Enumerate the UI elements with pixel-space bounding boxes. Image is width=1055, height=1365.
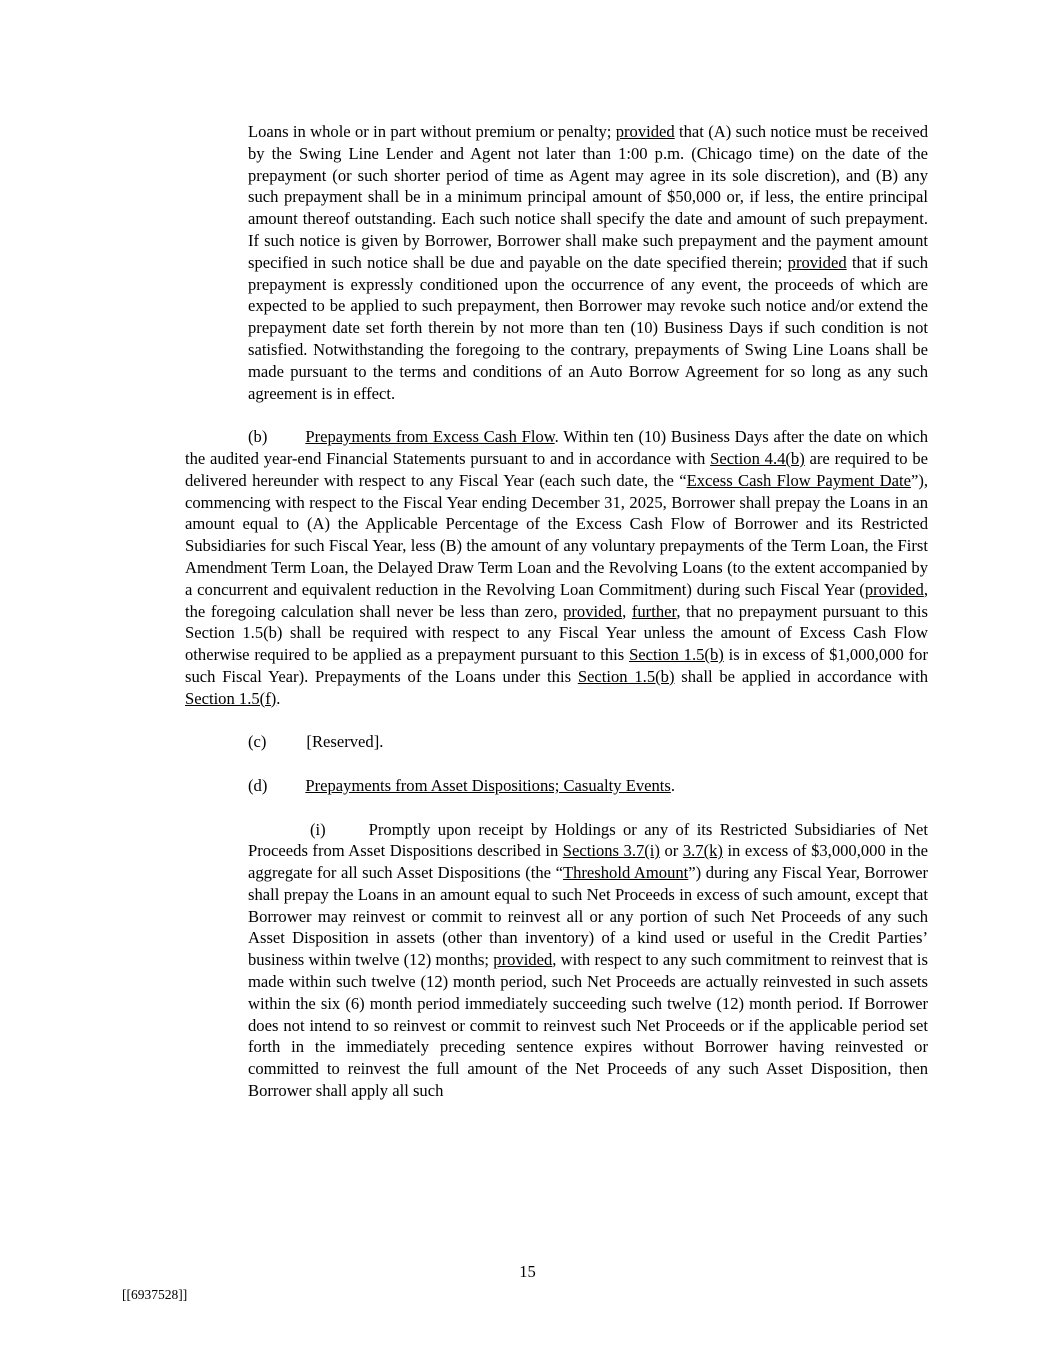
underlined-text-run: further <box>631 601 677 621</box>
document-body <box>185 121 928 1124</box>
tab-space <box>267 441 305 442</box>
paragraph-d-i-net-proceeds <box>248 819 928 1102</box>
text-run: . <box>670 775 676 795</box>
text-run: (i) <box>310 819 326 839</box>
underlined-text-run: provided <box>493 950 553 970</box>
underlined-text-run: Section 1.5(f) <box>185 688 277 708</box>
paragraph-swing-line-prepayment-continuation <box>248 121 928 404</box>
text-run: or <box>659 841 683 861</box>
tab-space <box>266 746 306 747</box>
text-run: Loans in whole or in part without premium or penalty; <box>248 122 616 141</box>
underlined-text-run: Section 1.5(b) <box>629 645 724 665</box>
underlined-text-run: Prepayments from Excess Cash Flow <box>305 427 555 447</box>
tab-space <box>326 834 369 835</box>
document-id-stamp: [[6937528]] <box>122 1287 188 1302</box>
text-run: . Within ten (10) Business Days after the date on which the audited year-end Financial Statements pursuant to and in accordance with <box>185 427 928 468</box>
text-run: is in excess of $1,000,000 for such Fiscal Year). Prepayments of the Loans under this <box>185 645 928 686</box>
underlined-text-run: provided <box>864 579 924 599</box>
underlined-text-run: provided <box>615 122 675 141</box>
text-run: that if such prepayment is expressly conditioned upon the occurrence of any event, the proceeds of which are expected to be applied to such prepayment, then Borrower may revoke such notice and/or extend the prepayment date set forth therein by not more than ten (10) Business Days if such condition is not satisfied. Notwithstanding the foregoing to the contrary, prepayments of Swing Line Loans shall be made pursuant to the terms and conditions of an Auto Borrow Agreement for so long as any such agreement is in effect. <box>248 252 928 403</box>
underlined-text-run: Sections 3.7(i) <box>562 841 660 861</box>
text-run: (c) <box>248 732 267 752</box>
text-run: in excess of $3,000,000 in the aggregate for all such Asset Dispositions (the “ <box>248 841 928 883</box>
text-run: ”) during any Fiscal Year, Borrower shall prepay the Loans in an amount equal to such Net Proceeds in excess of such amount, except that Borrower may reinvest or commit to reinvest all or any portion of such Net Proceeds of any such Asset Disposition in assets (other than inventory) of a kind used or useful in the Credit Parties’ business within twelve (12) months; <box>248 863 928 970</box>
text-run: ”), commencing with respect to the Fiscal Year ending December 31, 2025, Borrower shall prepay the Loans in an amount equal to (A) the Applicable Percentage of the Excess Cash Flow of Borrower and its Restricted Subsidiaries for such Fiscal Year, less (B) the amount of any voluntary prepayments of the Term Loan, the First Amendment Term Loan, the Delayed Draw Term Loan and the Revolving Loans (to the extent accompanied by a concurrent and equivalent reduction in the Revolving Loan Commitment) during such Fiscal Year ( <box>185 470 929 599</box>
page-number: 15 <box>519 1262 536 1281</box>
underlined-text-run: Prepayments from Asset Dispositions; Casualty Events <box>305 775 671 795</box>
underlined-text-run: 3.7(k) <box>682 841 723 861</box>
paragraph-d-prepayments-asset-dispositions <box>185 775 928 797</box>
text-run: Promptly upon receipt by Holdings or any of its Restricted Subsidiaries of Net Proceeds from Asset Dispositions described in <box>248 819 928 861</box>
text-run: , <box>622 601 632 621</box>
underlined-text-run: Section 4.4(b) <box>710 448 805 468</box>
underlined-text-run: Threshold Amount <box>562 863 689 883</box>
paragraph-b-prepayments-excess-cash-flow <box>185 426 928 709</box>
text-run: (b) <box>248 427 268 447</box>
paragraph-c-reserved <box>185 731 928 753</box>
text-run: shall be applied in accordance with <box>674 666 929 686</box>
text-run: , that no prepayment pursuant to this Section 1.5(b) shall be required with respect to any Fiscal Year unless the amount of Excess Cash Flow otherwise required to be applied as a prepayment pursuant to this <box>185 601 928 665</box>
text-run: (d) <box>248 775 268 795</box>
text-run: are required to be delivered hereunder with respect to any Fiscal Year (each such date, the “ <box>185 448 929 490</box>
underlined-text-run: provided <box>563 601 623 621</box>
text-run: [Reserved]. <box>306 732 384 752</box>
underlined-text-run: Section 1.5(b) <box>577 666 675 686</box>
underlined-text-run: Excess Cash Flow Payment Date <box>686 470 911 490</box>
tab-space <box>267 790 305 791</box>
text-run: that (A) such notice must be received by the Swing Line Lender and Agent not later than 1:00 p.m. (Chicago time) on the date of the prepayment (or such shorter period of time as Agent may agree in its sole discretion), and (B) any such prepayment shall be in a minimum principal amount of $50,000 or, if less, the entire principal amount thereof outstanding. Each such notice shall specify the date and amount of such prepayment. If such notice is given by Borrower, Borrower shall make such prepayment and the payment amount specified in such notice shall be due and payable on the date specified therein; <box>248 122 928 272</box>
text-run: , with respect to any such commitment to reinvest that is made within such twelve (12) month period, such Net Proceeds are actually reinvested in such assets within the six (6) month period immediately succeeding such twelve (12) month period. If Borrower does not intend to so reinvest or commit to reinvest such Net Proceeds or if the applicable period set forth in the immediately preceding sentence expires without Borrower having reinvested or committed to reinvest the full amount of the Net Proceeds of any such Asset Disposition, then Borrower shall apply all such <box>248 950 928 1101</box>
text-run: , the foregoing calculation shall never be less than zero, <box>185 579 928 621</box>
underlined-text-run: provided <box>787 252 847 272</box>
text-run: . <box>276 688 281 708</box>
